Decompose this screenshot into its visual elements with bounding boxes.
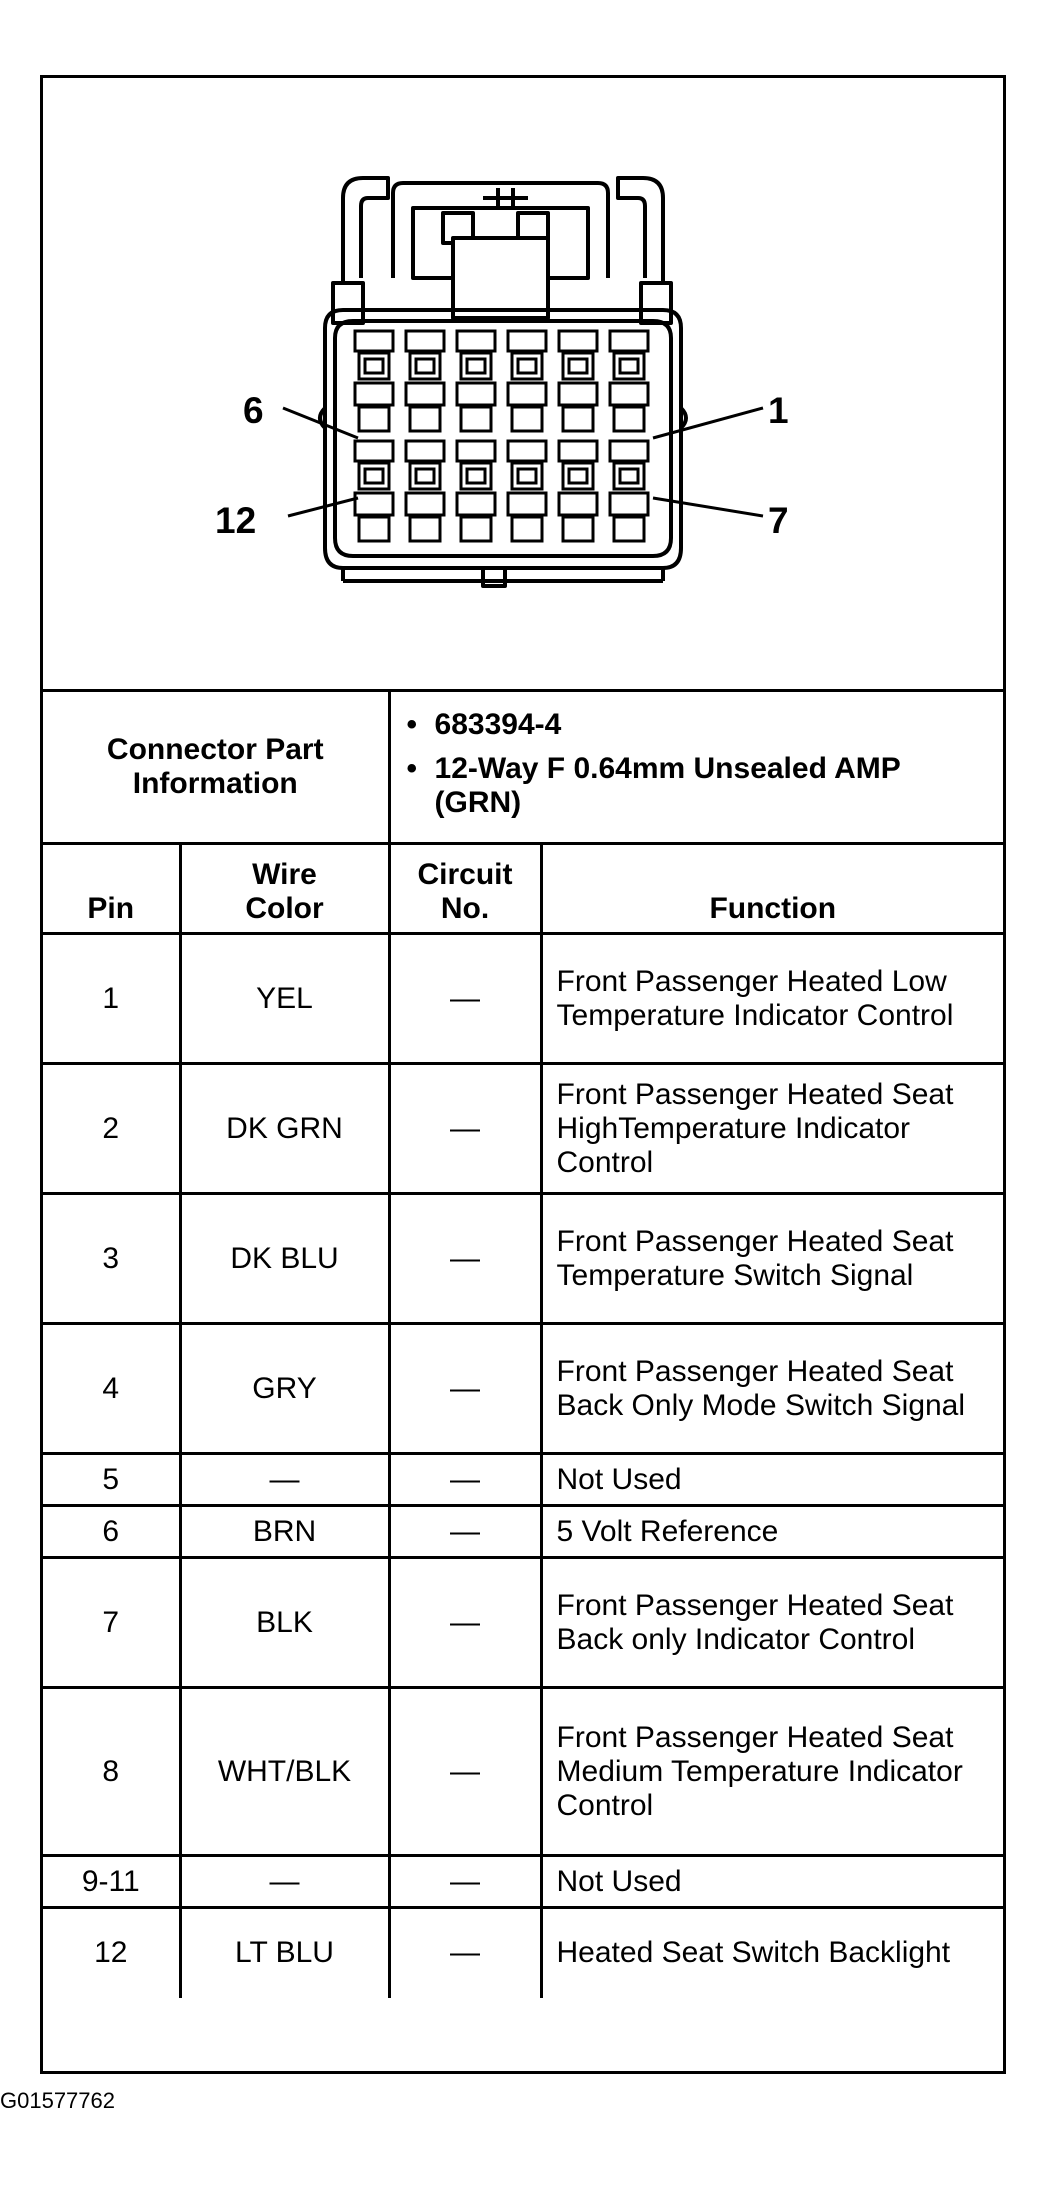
table-row bbox=[43, 1506, 1003, 1558]
table-row bbox=[43, 1856, 1003, 1908]
pin-cavity bbox=[610, 331, 648, 351]
pin-cavity bbox=[355, 493, 393, 515]
circuit-no-cell: — bbox=[389, 1064, 541, 1194]
pin-label-1: 1 bbox=[768, 390, 789, 431]
function-cell: Not Used bbox=[541, 1454, 1003, 1506]
pin-cavity bbox=[457, 383, 495, 405]
connector-info-label: Connector Part Information bbox=[43, 692, 389, 844]
wire-color-cell: DK GRN bbox=[180, 1064, 389, 1194]
pin-cavity bbox=[620, 469, 638, 483]
function-cell: Not Used bbox=[541, 1856, 1003, 1908]
table-row bbox=[43, 1908, 1003, 1998]
pin-cell: 9-11 bbox=[43, 1856, 180, 1908]
connector-sheet bbox=[40, 75, 1006, 2074]
table-row bbox=[43, 1688, 1003, 1856]
connector-description: • 12-Way F 0.64mm Unsealed AMP (GRN) bbox=[435, 752, 992, 820]
pin-cavity bbox=[508, 441, 546, 461]
circuit-no-cell: — bbox=[389, 1194, 541, 1324]
circuit-no-cell: — bbox=[389, 1688, 541, 1856]
wire-color-cell: — bbox=[180, 1856, 389, 1908]
function-cell: Front Passenger Heated Seat Back only Indicator Control bbox=[541, 1558, 1003, 1688]
pin-cavity bbox=[508, 383, 546, 405]
pin-cavity bbox=[518, 359, 536, 373]
function-cell: Front Passenger Heated Seat Medium Temperature Indicator Control bbox=[541, 1688, 1003, 1856]
circuit-no-cell: — bbox=[389, 1454, 541, 1506]
pin-cell: 7 bbox=[43, 1558, 180, 1688]
pin-cell: 3 bbox=[43, 1194, 180, 1324]
header-function: Function bbox=[541, 844, 1003, 934]
pin-cell: 8 bbox=[43, 1688, 180, 1856]
pin-cell: 2 bbox=[43, 1064, 180, 1194]
pin-cavity bbox=[563, 517, 593, 541]
circuit-no-cell: — bbox=[389, 1856, 541, 1908]
pin-cavity bbox=[563, 407, 593, 431]
pin-cavity bbox=[512, 517, 542, 541]
pin-cavity bbox=[461, 407, 491, 431]
wire-color-cell: WHT/BLK bbox=[180, 1688, 389, 1856]
pin-cavity bbox=[355, 441, 393, 461]
figure-code: G01577762 bbox=[0, 2088, 115, 2113]
pin-cavity bbox=[355, 331, 393, 351]
connector-face-drawing bbox=[43, 78, 1003, 689]
function-cell: Front Passenger Heated Low Temperature Indicator Control bbox=[541, 934, 1003, 1064]
pin-cavity bbox=[467, 469, 485, 483]
circuit-no-cell: — bbox=[389, 1908, 541, 1998]
pin-cavity bbox=[508, 493, 546, 515]
table-row bbox=[43, 1454, 1003, 1506]
pin-cavity bbox=[410, 407, 440, 431]
pin-cell: 5 bbox=[43, 1454, 180, 1506]
circuit-no-cell: — bbox=[389, 1506, 541, 1558]
wire-color-cell: GRY bbox=[180, 1324, 389, 1454]
pin-cavity bbox=[410, 517, 440, 541]
pin-cavity bbox=[610, 493, 648, 515]
table-row bbox=[43, 1064, 1003, 1194]
pin-cell: 4 bbox=[43, 1324, 180, 1454]
pin-label-7: 7 bbox=[768, 500, 789, 541]
pin-cavity bbox=[614, 517, 644, 541]
pin-cavity bbox=[416, 359, 434, 373]
wire-color-cell: — bbox=[180, 1454, 389, 1506]
pin-cavity bbox=[569, 469, 587, 483]
pin-cavity bbox=[416, 469, 434, 483]
pin-cell: 6 bbox=[43, 1506, 180, 1558]
pin-cavity bbox=[457, 331, 495, 351]
circuit-no-cell: — bbox=[389, 934, 541, 1064]
pin-cavity bbox=[559, 331, 597, 351]
pin-cavity bbox=[359, 407, 389, 431]
pin-cell: 1 bbox=[43, 934, 180, 1064]
wire-color-cell: YEL bbox=[180, 934, 389, 1064]
function-cell: 5 Volt Reference bbox=[541, 1506, 1003, 1558]
pin-cavity bbox=[569, 359, 587, 373]
header-row bbox=[43, 844, 1003, 934]
connector-part-number: • 683394-4 bbox=[435, 708, 992, 742]
pin-cavity bbox=[365, 359, 383, 373]
pin-label-12: 12 bbox=[215, 500, 257, 541]
pin-cavity bbox=[365, 469, 383, 483]
wire-color-cell: LT BLU bbox=[180, 1908, 389, 1998]
header-wire-color: Wire Color bbox=[180, 844, 389, 934]
header-circuit-no: Circuit No. bbox=[389, 844, 541, 934]
pin-cavity bbox=[610, 383, 648, 405]
pinout-table bbox=[43, 692, 1003, 1998]
pin-cavity bbox=[620, 359, 638, 373]
pin-cell: 12 bbox=[43, 1908, 180, 1998]
circuit-no-cell: — bbox=[389, 1558, 541, 1688]
pin-cavity bbox=[512, 407, 542, 431]
pin-cavity bbox=[467, 359, 485, 373]
wire-color-cell: DK BLU bbox=[180, 1194, 389, 1324]
pin-cavity bbox=[406, 441, 444, 461]
connector-diagram bbox=[43, 78, 1003, 692]
wire-color-cell: BRN bbox=[180, 1506, 389, 1558]
table-row bbox=[43, 1558, 1003, 1688]
pin-cavity bbox=[457, 441, 495, 461]
wire-color-cell: BLK bbox=[180, 1558, 389, 1688]
pin-cavity bbox=[406, 331, 444, 351]
connector-info-row bbox=[43, 692, 1003, 844]
header-pin: Pin bbox=[43, 844, 180, 934]
pin-cavity bbox=[355, 383, 393, 405]
function-cell: Front Passenger Heated Seat Temperature Switch Signal bbox=[541, 1194, 1003, 1324]
pin-cavity bbox=[559, 441, 597, 461]
pin-cavity bbox=[610, 441, 648, 461]
function-cell: Front Passenger Heated Seat Back Only Mode Switch Signal bbox=[541, 1324, 1003, 1454]
pin-cavity bbox=[406, 493, 444, 515]
function-cell: Heated Seat Switch Backlight bbox=[541, 1908, 1003, 1998]
pin-cavity bbox=[508, 331, 546, 351]
pin-label-6: 6 bbox=[243, 390, 264, 431]
table-row bbox=[43, 934, 1003, 1064]
circuit-no-cell: — bbox=[389, 1324, 541, 1454]
pin-cavity bbox=[559, 493, 597, 515]
pin-cavity bbox=[406, 383, 444, 405]
connector-info-values bbox=[389, 692, 1003, 844]
table-row bbox=[43, 1194, 1003, 1324]
pin-cavity bbox=[457, 493, 495, 515]
pin-cavity bbox=[559, 383, 597, 405]
pin-cavity bbox=[518, 469, 536, 483]
function-cell: Front Passenger Heated Seat HighTemperature Indicator Control bbox=[541, 1064, 1003, 1194]
table-row bbox=[43, 1324, 1003, 1454]
pin-cavity bbox=[359, 517, 389, 541]
pin-cavity bbox=[461, 517, 491, 541]
pin-cavity bbox=[614, 407, 644, 431]
